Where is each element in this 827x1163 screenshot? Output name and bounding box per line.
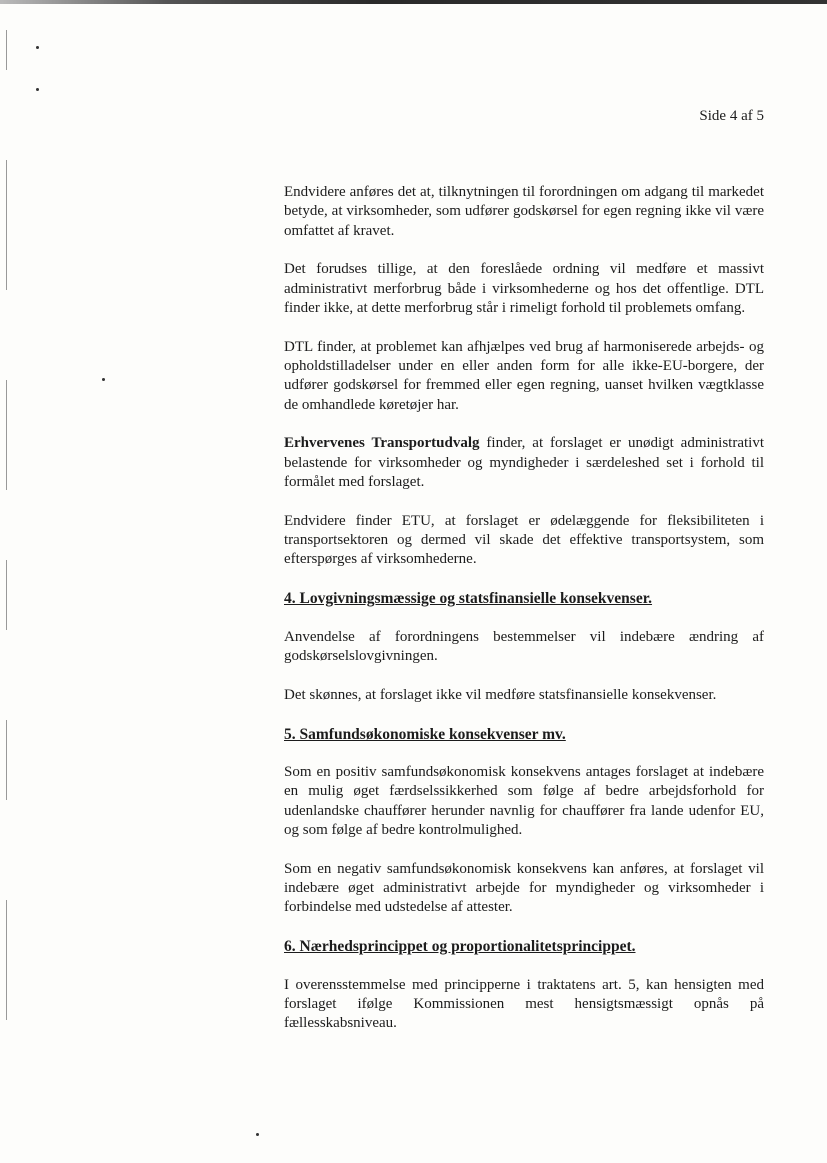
etu-name: Erhvervenes Transportudvalg <box>284 435 480 452</box>
paragraph: DTL finder, at problemet kan afhjælpes ved brug af harmoniserede arbejds- og opholdstilladelser under en eller anden form for alle ikke-EU-borgere, der udfører godskørsel for fremmed eller egen regning, uanset hvilken vægtklasse de omhandlede køretøjer har. <box>284 338 764 413</box>
scan-edge-top <box>0 0 827 4</box>
paragraph-etu <box>284 434 764 492</box>
scan-edge-left <box>6 30 7 70</box>
scan-speck <box>36 46 39 49</box>
section-heading-5: 5. Samfundsøkonomiske konsekvenser mv. <box>284 725 566 743</box>
paragraph: Endvidere anføres det at, tilknytningen til forordningen om adgang til markedet betyde, at virksomheder, som udfører godskørsel for egen regning ikke vil være omfattet af kravet. <box>284 184 764 239</box>
document-body <box>284 183 764 1053</box>
scan-edge-left <box>6 720 7 800</box>
scan-speck <box>102 378 105 381</box>
scan-edge-left <box>6 160 7 290</box>
scan-speck <box>256 1133 259 1136</box>
paragraph: Det forudses tillige, at den foreslåede ordning vil medføre et massivt administrativt merforbrug både i virksomhederne og hos det offentlige. DTL finder ikke, at dette merforbrug står i rimeligt forhold til problemets omfang. <box>284 261 764 316</box>
paragraph: Som en negativ samfundsøkonomisk konsekvens kan anføres, at forslaget vil indebære øget administrativt arbejde for myndigheder og virksomheder i forbindelse med udstedelse af attester. <box>284 860 764 916</box>
etu-text: finder, at forslaget er unødigt administrativt belastende for virksomheder og myndigheder i særdeleshed set i forhold til formålet med forslaget. <box>284 435 765 491</box>
section-heading-6: 6. Nærhedsprincippet og proportionalitetsprincippet. <box>284 938 636 956</box>
scan-edge-left <box>6 560 7 630</box>
paragraph: Det skønnes, at forslaget ikke vil medføre statsfinansielle konsekvenser. <box>284 686 717 703</box>
paragraph: Endvidere finder ETU, at forslaget er ødelæggende for fleksibiliteten i transportsektoren og dermed vil skade det effektive transportsystem, som efterspørges af virksomhederne. <box>284 512 764 568</box>
paragraph: Anvendelse af forordningens bestemmelser vil indebære ændring af godskørselslovgivningen. <box>284 628 764 665</box>
section-heading-4: 4. Lovgivningsmæssige og statsfinansielle konsekvenser. <box>284 590 653 608</box>
scan-edge-left <box>6 900 7 1020</box>
paragraph: Som en positiv samfundsøkonomisk konsekvens antages forslaget at indebære en mulig øget færdselssikkerhed som følge af bedre arbejdsforhold for udenlandske chauffører herunder navnlig for chauffører fra lande udenfor EU, og som følge af bedre kontrolmulighed. <box>284 764 764 839</box>
scan-edge-left <box>6 380 7 490</box>
scan-speck <box>36 88 39 91</box>
paragraph: I overensstemmelse med principperne i traktatens art. 5, kan hensigten med forslaget ifølge Kommissionen mest hensigtsmæssigt opnås på fællesskabsniveau. <box>284 976 764 1032</box>
page-number: Side 4 af 5 <box>699 108 764 124</box>
